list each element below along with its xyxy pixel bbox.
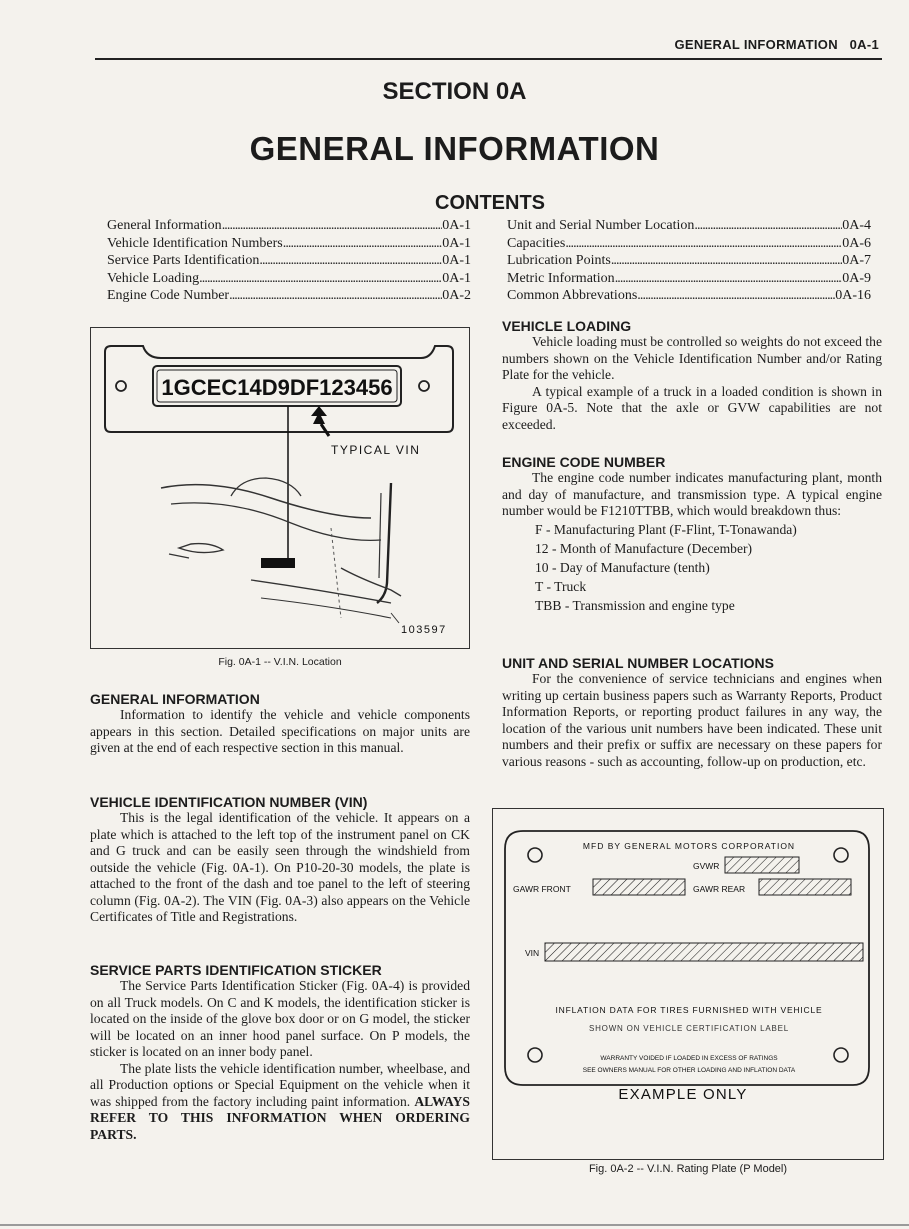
toc-entry[interactable]: [107, 235, 471, 253]
figure-vin-location: [90, 327, 470, 649]
page-title: GENERAL INFORMATION: [249, 130, 660, 167]
figure-rating-plate: [492, 808, 884, 1160]
emphasis-text: ALWAYS REFER TO THIS INFORMATION WHEN ORDERING PARTS.: [90, 1093, 470, 1142]
toc-entry[interactable]: [107, 287, 471, 305]
shown-on-label: SHOWN ON VEHICLE CERTIFICATION LABEL: [588, 1024, 790, 1033]
page-bottom-edge: [0, 1224, 909, 1226]
paragraph: For the convenience of service technicians and engines when writing up certain business papers such as Warranty Reports, Product Information Reports, or reporting product failures in any way, the location of the various unit numbers have been indicated. These unit numbers and their prefix or suffix are necessary on these papers for various reasons - such as accounting, follow-up on production, etc.: [502, 671, 882, 769]
section-label: SECTION 0A: [382, 78, 527, 105]
list-item: T - Truck: [535, 578, 587, 594]
toc-entry[interactable]: [507, 252, 871, 270]
header-rule: [95, 58, 882, 60]
see-owners-label: SEE OWNERS MANUAL FOR OTHER LOADING AND INFLATION DATA: [582, 1067, 796, 1074]
toc-label: Common Abbrevations: [507, 288, 638, 303]
rivet-icon: [116, 381, 126, 391]
vin-plate-number: 1GCEC14D9DF123456: [161, 375, 393, 400]
figure-caption: Fig. 0A-2 -- V.I.N. Rating Plate (P Model): [588, 1163, 788, 1175]
paragraph: [90, 1061, 470, 1144]
section-heading: ENGINE CODE NUMBER: [502, 454, 666, 470]
example-only-label: EXAMPLE ONLY: [618, 1086, 748, 1103]
toc-entry[interactable]: [107, 270, 471, 288]
toc-entry[interactable]: [507, 235, 871, 253]
vin-label: VIN: [525, 948, 540, 958]
inflation-label: INFLATION DATA FOR TIRES FURNISHED WITH VEHICLE: [555, 1005, 823, 1015]
toc-page: 0A-2: [442, 288, 471, 303]
toc-entry[interactable]: [107, 252, 471, 270]
toc-page: 0A-1: [442, 270, 471, 286]
section-engine-code: [502, 454, 882, 615]
gawr-rear-label: GAWR REAR: [693, 884, 746, 894]
toc-page: 0A-9: [842, 270, 871, 286]
section-heading: UNIT AND SERIAL NUMBER LOCATIONS: [502, 655, 774, 671]
figure-number: 103597: [401, 624, 447, 636]
paragraph: This is the legal identification of the vehicle. It appears on a plate which is attached to the left top of the instrument panel on CK and G truck and can be easily seen through the windshield from outside the vehicle (Fig. 0A-1). On P10-20-30 models, the plate is attached to the front of the dash and toe panel to the left of steering column (Fig. 0A-2). The VIN (Fig. 0A-3) also appears on the Vehicle Certificates of Title and Registrations.: [90, 810, 470, 924]
section-heading: SERVICE PARTS IDENTIFICATION STICKER: [90, 962, 382, 978]
toc-page: 0A-6: [842, 235, 871, 251]
engine-code-list: [502, 520, 882, 615]
paragraph: The engine code number indicates manufacturing plant, month and day of manufacture, and transmission type. A typical engine number would be F1210TTBB, which would breakdown thus:: [502, 470, 882, 518]
section-service-parts: [90, 962, 470, 1143]
toc-label: Lubrication Points: [507, 253, 611, 268]
rivet-icon: [834, 848, 848, 862]
section-heading: VEHICLE LOADING: [502, 318, 632, 334]
section-unit-serial: [502, 655, 882, 770]
warranty-label: WARRANTY VOIDED IF LOADED IN EXCESS OF RATINGS: [600, 1055, 778, 1062]
toc-entry[interactable]: [107, 217, 471, 235]
toc-left: [107, 217, 471, 305]
contents-label: CONTENTS: [435, 192, 545, 214]
rivet-icon: [419, 381, 429, 391]
toc-label: Unit and Serial Number Location: [507, 218, 695, 233]
toc-entry[interactable]: [507, 217, 871, 235]
typical-vin-callout: TYPICAL VIN: [331, 443, 421, 457]
toc-label: Service Parts Identification: [107, 253, 260, 268]
paragraph: A typical example of a truck in a loaded condition is shown in Figure 0A-5. Note that the axle or GVW capabilities are not exceeded.: [502, 383, 882, 432]
toc-page: 0A-1: [442, 235, 471, 251]
section-vin: [90, 794, 470, 926]
toc-label: Metric Information: [507, 270, 615, 286]
toc-page: 0A-1: [442, 253, 471, 268]
toc-label: Vehicle Identification Numbers: [107, 235, 283, 251]
list-item: TBB - Transmission and engine type: [535, 597, 735, 613]
paragraph: Vehicle loading must be controlled so weights do not exceed the numbers shown on the Vehicle Identification Number and/or Rating Plate for the vehicle.: [502, 334, 882, 382]
toc-label: Engine Code Number: [107, 288, 230, 303]
list-item: 10 - Day of Manufacture (tenth): [535, 559, 710, 575]
toc-page: 0A-1: [442, 218, 471, 233]
paragraph: The Service Parts Identification Sticker (Fig. 0A-4) is provided on all Truck models. On C and K models, the identification sticker is located on the inside of the glove box door or on G model, the sticker will be located on an inner hood panel surface. On P models, the sticker is located on an inner body panel.: [90, 978, 470, 1059]
rivet-icon: [834, 1048, 848, 1062]
arrow-up-icon: [311, 406, 327, 424]
toc-label: General Information: [107, 218, 222, 233]
gawr-front-label: GAWR FRONT: [513, 884, 571, 894]
toc-page: 0A-16: [835, 288, 871, 303]
section-vehicle-loading: [502, 318, 882, 433]
list-item: F - Manufacturing Plant (F-Flint, T-Tonawanda): [535, 521, 797, 537]
figure-caption: Fig. 0A-1 -- V.I.N. Location: [218, 656, 342, 668]
gvwr-label: GVWR: [693, 861, 720, 871]
rivet-icon: [528, 848, 542, 862]
mfd-label: MFD BY GENERAL MOTORS CORPORATION: [582, 841, 796, 851]
rivet-icon: [528, 1048, 542, 1062]
toc-label: Capacities: [507, 235, 566, 251]
toc-page: 0A-4: [842, 218, 871, 233]
section-heading: GENERAL INFORMATION: [90, 691, 260, 707]
paragraph: Information to identify the vehicle and vehicle components appears in this section. Detailed specifications on major units are given at the end of each respective section in this manual.: [90, 707, 470, 755]
section-heading: VEHICLE IDENTIFICATION NUMBER (VIN): [90, 794, 368, 810]
running-head: GENERAL INFORMATION 0A-1: [674, 37, 879, 52]
toc-right: [507, 217, 871, 305]
vin-location-illustration: [91, 328, 469, 648]
paragraph-text: The plate lists the vehicle identification number, wheelbase, and all Production options or Special Equipment on the vehicle when it was shipped from the factory including paint information.: [90, 1060, 470, 1109]
rating-plate-illustration: [493, 809, 883, 1159]
toc-entry[interactable]: [507, 287, 871, 305]
section-general-information: [90, 691, 470, 757]
toc-entry[interactable]: [507, 270, 871, 288]
toc-page: 0A-7: [842, 253, 871, 268]
list-item: 12 - Month of Manufacture (December): [535, 540, 753, 556]
toc-label: Vehicle Loading: [107, 270, 200, 286]
